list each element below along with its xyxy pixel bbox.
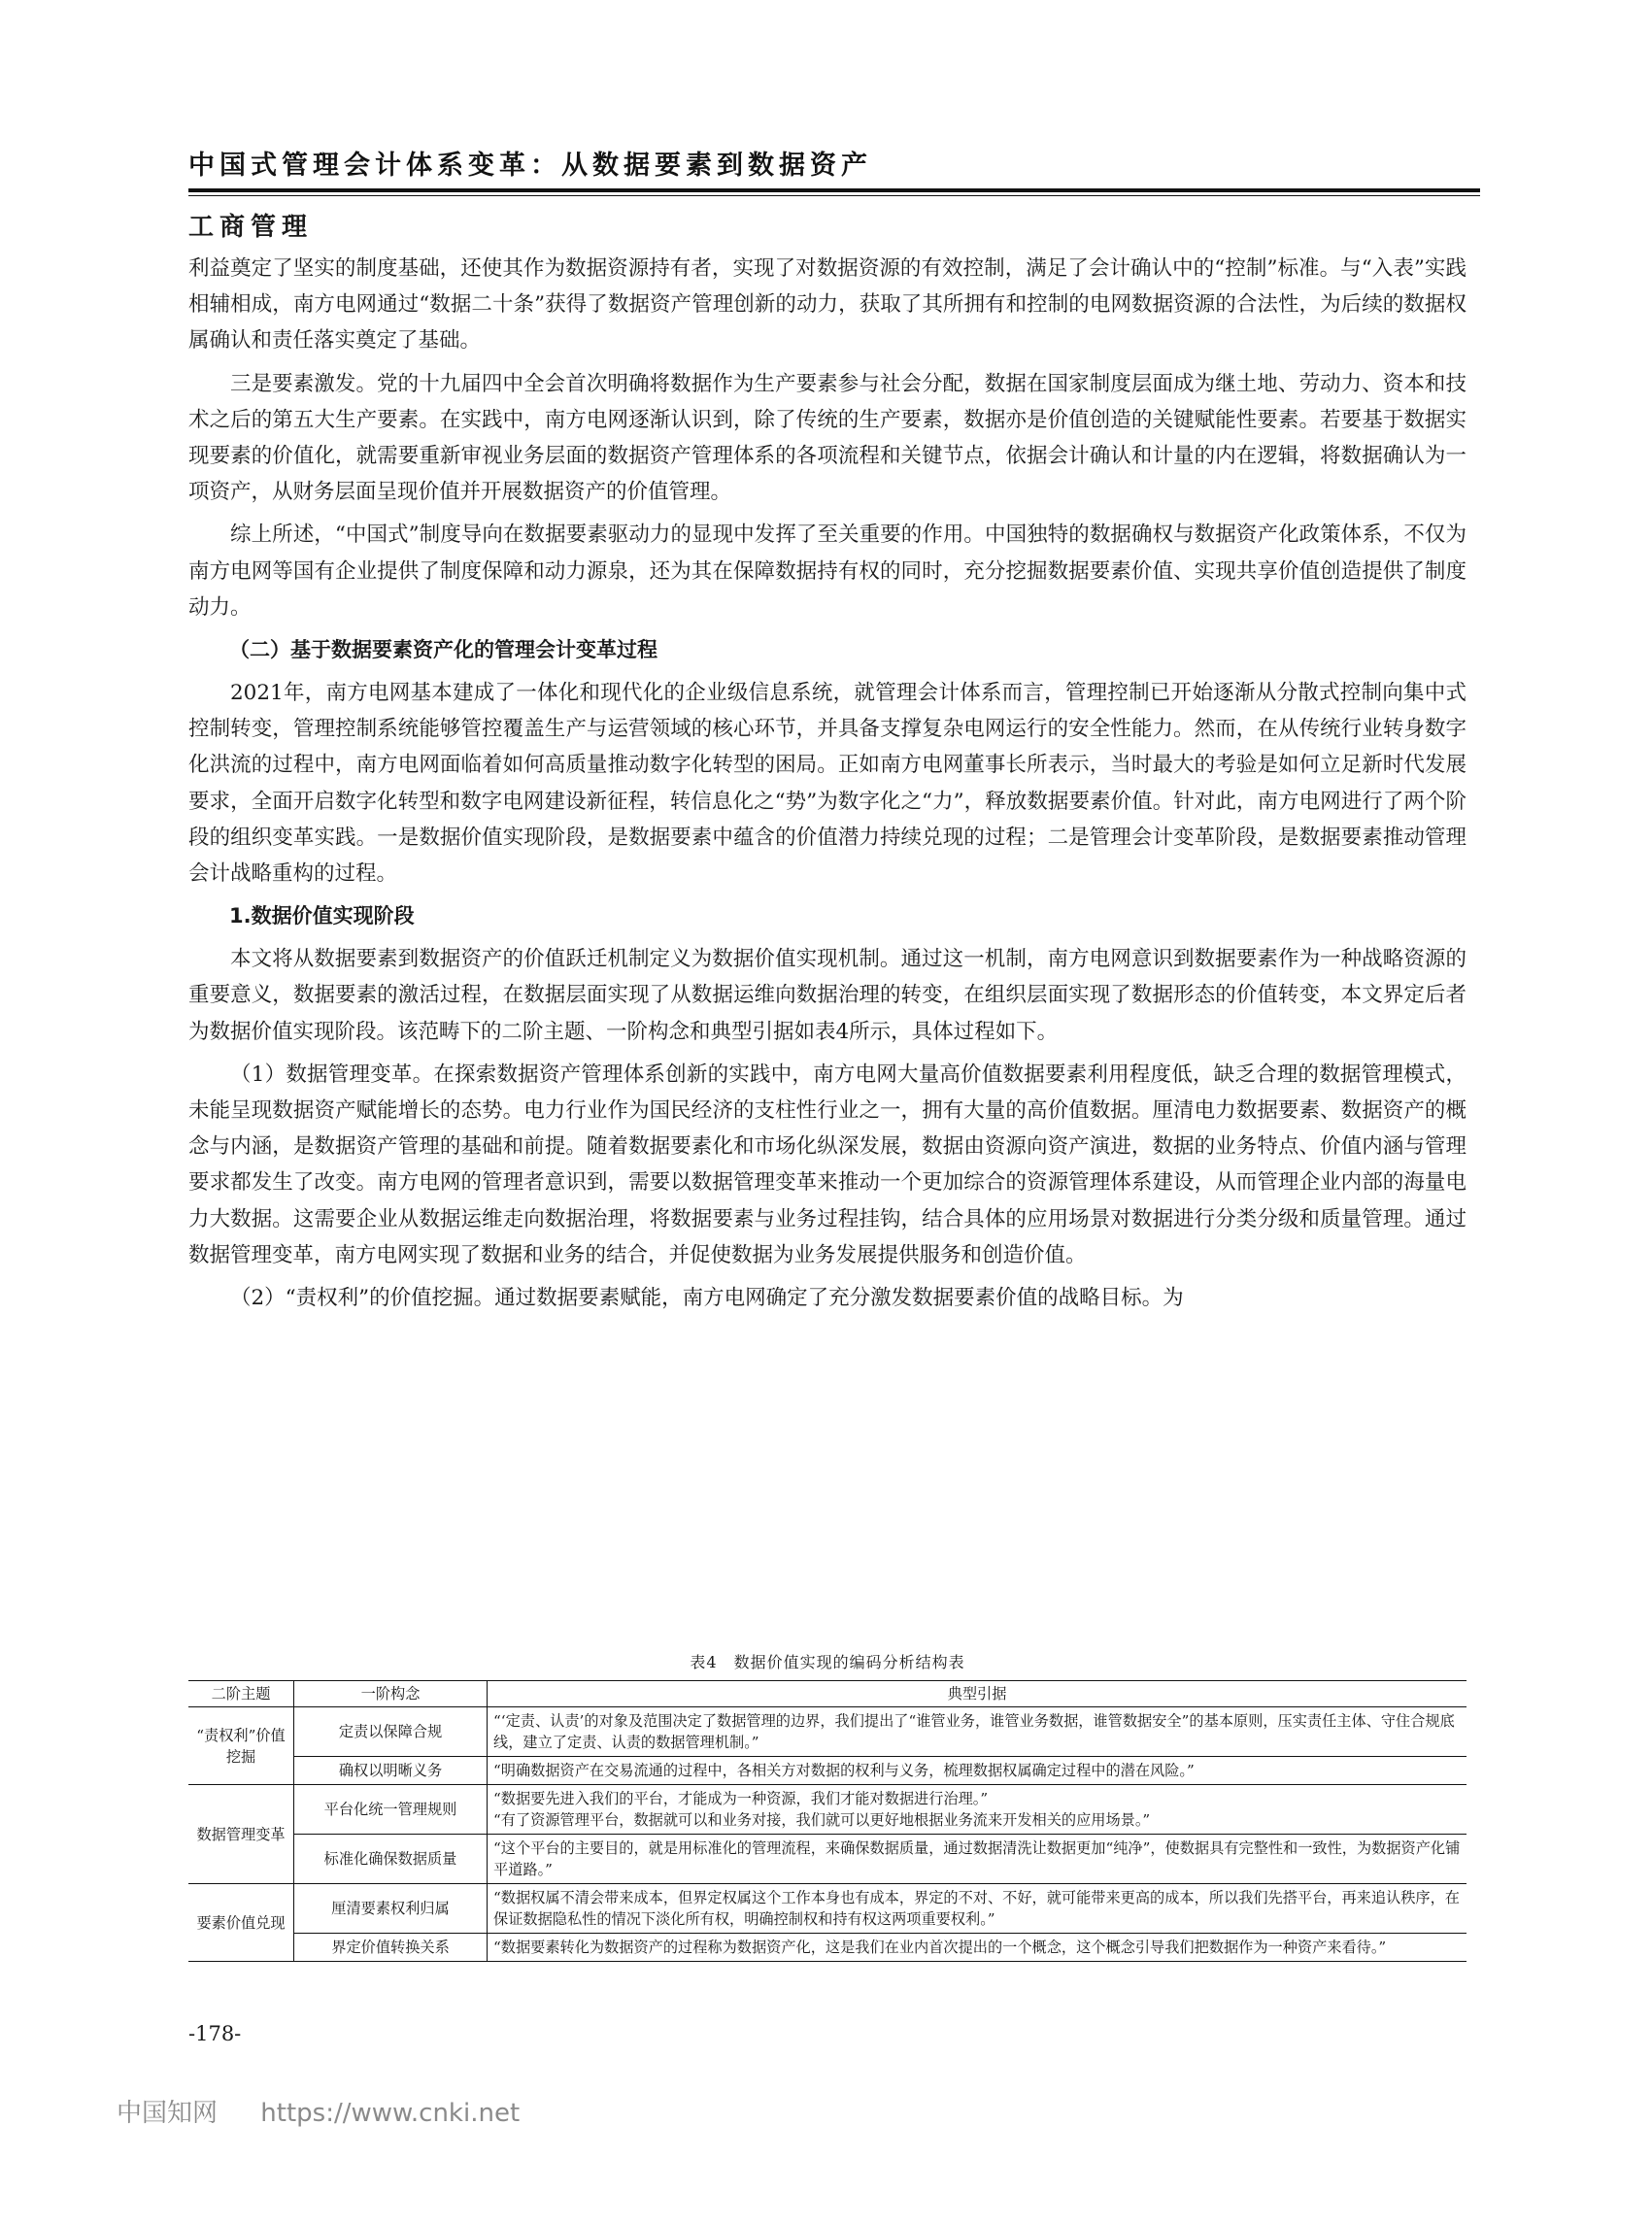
theme-cell: 数据管理变革 xyxy=(188,1785,294,1884)
table-row xyxy=(188,1884,1467,1934)
paragraph-6: （1）数据管理变革。在探索数据资产管理体系创新的实践中，南方电网大量高价值数据要素利用程度低，缺乏合理的数据管理模式，未能呈现数据资产赋能增长的态势。电力行业作为国民经济的支柱性行业之一，拥有大量的高价值数据。厘清电力数据要素、数据资产的概念与内涵，是数据资产管理的基础和前提。随着数据要素化和市场化纵深发展，数据由资源向资产演进，数据的业务特点、价值内涵与管理要求都发生了改变。南方电网的管理者意识到，需要以数据管理变革来推动一个更加综合的资源管理体系建设，从而管理企业内部的海量电力大数据。这需要企业从数据运维走向数据治理，将数据要素与业务过程挂钩，结合具体的应用场景对数据进行分类分级和质量管理。通过数据管理变革，南方电网实现了数据和业务的结合，并促使数据为业务发展提供服务和创造价值。 xyxy=(188,1062,1467,1267)
theme-cell: 要素价值兑现 xyxy=(188,1884,294,1962)
page-header xyxy=(188,146,1480,247)
quote-cell: “‘定责、认责’的对象及范围决定了数据管理的边界，我们提出了“谁管业务，谁管业务数据，谁管数据安全”的基本原则，压实责任主体、守住合规底线，建立了定责、认责的数据管理机制。” xyxy=(488,1707,1467,1757)
journal-title: 中国式管理会计体系变革：从数据要素到数据资产 xyxy=(188,151,872,181)
table-row xyxy=(188,1835,1467,1884)
watermark-url[interactable]: https://www.cnki.net xyxy=(260,2099,521,2128)
paragraph-7: （2）“责权利”的价值挖掘。通过数据要素赋能，南方电网确定了充分激发数据要素价值的战略目标。为 xyxy=(230,1286,1184,1311)
page-number: -178- xyxy=(188,2022,242,2045)
quote-cell: “数据权属不清会带来成本，但界定权属这个工作本身也有成本，界定的不对、不好，就可能带来更高的成本，所以我们先搭平台，再来追认秩序，在保证数据隐私性的情况下淡化所有权，明确控制权和持有权这两项重要权利。” xyxy=(488,1884,1467,1934)
concept-cell: 标准化确保数据质量 xyxy=(294,1835,488,1884)
paragraph-5: 本文将从数据要素到数据资产的价值跃迁机制定义为数据价值实现机制。通过这一机制，南方电网意识到数据要素作为一种战略资源的重要意义，数据要素的激活过程，在数据层面实现了从数据运维向数据治理的转变，在组织层面实现了数据形态的价值转变，本文界定后者为数据价值实现阶段。该范畴下的二阶主题、一阶构念和典型引据如表4所示，具体过程如下。 xyxy=(188,947,1467,1044)
concept-cell: 界定价值转换关系 xyxy=(294,1934,488,1962)
subsection-heading-1: 1.数据价值实现阶段 xyxy=(229,904,415,928)
article-body xyxy=(188,251,1467,1323)
quote-cell: “数据要先进入我们的平台，才能成为一种资源，我们才能对数据进行治理。” “有了资源管理平台，数据就可以和业务对接，我们就可以更好地根据业务流来开发相关的应用场景。” xyxy=(488,1785,1467,1835)
col-header-theme: 二阶主题 xyxy=(188,1681,294,1707)
table-header-row xyxy=(188,1681,1467,1707)
col-header-concept: 一阶构念 xyxy=(294,1681,488,1707)
table-row xyxy=(188,1757,1467,1785)
coding-analysis-table xyxy=(188,1680,1467,1962)
paragraph-3: 综上所述，“中国式”制度导向在数据要素驱动力的显现中发挥了至关重要的作用。中国独特的数据确权与数据资产化政策体系，不仅为南方电网等国有企业提供了制度保障和动力源泉，还为其在保障数据持有权的同时，充分挖掘数据要素价值、实现共享价值创造提供了制度动力。 xyxy=(188,523,1467,620)
watermark-name: 中国知网 xyxy=(117,2099,219,2128)
quote-cell: “明确数据资产在交易流通的过程中，各相关方对数据的权利与义务，梳理数据权属确定过程中的潜在风险。” xyxy=(488,1757,1467,1785)
header-rule-thick xyxy=(188,188,1480,192)
cnki-watermark xyxy=(117,2093,520,2129)
concept-cell: 确权以明晰义务 xyxy=(294,1757,488,1785)
paragraph-2: 三是要素激发。党的十九届四中全会首次明确将数据作为生产要素参与社会分配，数据在国家制度层面成为继土地、劳动力、资本和技术之后的第五大生产要素。在实践中，南方电网逐渐认识到，除了传统的生产要素，数据亦是价值创造的关键赋能性要素。若要基于数据实现要素的价值化，就需要重新审视业务层面的数据资产管理体系的各项流程和关键节点，依据会计确认和计量的内在逻辑，将数据确认为一项资产，从财务层面呈现价值并开展数据资产的价值管理。 xyxy=(188,371,1467,505)
quote-cell: “这个平台的主要目的，就是用标准化的管理流程，来确保数据质量，通过数据清洗让数据更加“纯净”，使数据具有完整性和一致性，为数据资产化铺平道路。” xyxy=(488,1835,1467,1884)
quote-cell: “数据要素转化为数据资产的过程称为数据资产化，这是我们在业内首次提出的一个概念，这个概念引导我们把数据作为一种资产来看待。” xyxy=(488,1934,1467,1962)
table-row xyxy=(188,1785,1467,1835)
paragraph-1: 利益奠定了坚实的制度基础，还使其作为数据资源持有者，实现了对数据资源的有效控制，满足了会计确认中的“控制”标准。与“入表”实践相辅相成，南方电网通过“数据二十条”获得了数据资产管理创新的动力，获取了其所拥有和控制的电网数据资源的合法性，为后续的数据权属确认和责任落实奠定了基础。 xyxy=(188,256,1467,354)
concept-cell: 定责以保障合规 xyxy=(294,1707,488,1757)
concept-cell: 平台化统一管理规则 xyxy=(294,1785,488,1835)
table-row xyxy=(188,1707,1467,1757)
table-row xyxy=(188,1934,1467,1962)
header-rule-thin xyxy=(188,195,1480,196)
theme-cell: “责权利”价值挖掘 xyxy=(188,1707,294,1785)
section-name: 工商管理 xyxy=(188,213,314,242)
paragraph-4: 2021年，南方电网基本建成了一体化和现代化的企业级信息系统，就管理会计体系而言，管理控制已开始逐渐从分散式控制向集中式控制转变，管理控制系统能够管控覆盖生产与运营领域的核心环节，并具备支撑复杂电网运行的安全性能力。然而，在从传统行业转身数字化洪流的过程中，南方电网面临着如何高质量推动数字化转型的困局。正如南方电网董事长所表示，当时最大的考验是如何立足新时代发展要求，全面开启数字化转型和数字电网建设新征程，转信息化之“势”为数字化之“力”，释放数据要素价值。针对此，南方电网进行了两个阶段的组织变革实践。一是数据价值实现阶段，是数据要素中蕴含的价值潜力持续兑现的过程；二是管理会计变革阶段，是数据要素推动管理会计战略重构的过程。 xyxy=(188,681,1467,887)
col-header-quote: 典型引据 xyxy=(488,1681,1467,1707)
coding-table xyxy=(188,1651,1467,1962)
section-heading-2: （二）基于数据要素资产化的管理会计变革过程 xyxy=(229,638,657,662)
concept-cell: 厘清要素权利归属 xyxy=(294,1884,488,1934)
table-caption: 表4 数据价值实现的编码分析结构表 xyxy=(690,1653,965,1671)
